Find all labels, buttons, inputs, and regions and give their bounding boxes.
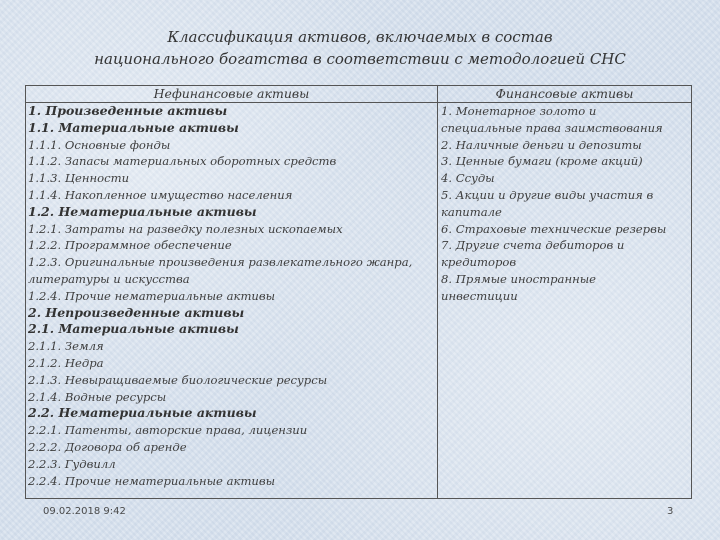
list-item: 1.2.2. Программное обеспечение <box>28 238 232 253</box>
list-item: 5. Акции и другие виды участия в <box>441 187 654 202</box>
list-item: 1.2.3. Оригинальные произведения развлекательного жанра, <box>28 255 413 270</box>
list-item: 1.1.1. Основные фонды <box>28 137 171 152</box>
section-heading: 1.1. Материальные активы <box>28 119 239 135</box>
footer-date: 09.02.2018 9:42 <box>43 506 126 517</box>
list-item: 2.1.4. Водные ресурсы <box>28 389 167 404</box>
list-item: 2. Наличные деньги и депозиты <box>441 137 642 152</box>
financial-assets-list <box>438 103 691 305</box>
list-item: 2.1.2. Недра <box>28 355 104 370</box>
nonfinancial-assets-list <box>26 103 437 489</box>
list-item: литературы и искусства <box>28 271 190 286</box>
list-item: специальные права заимствования <box>441 120 663 135</box>
list-item: 1.1.2. Запасы материальных оборотных средств <box>28 154 337 169</box>
list-item: 1.2.1. Затраты на разведку полезных ископаемых <box>28 221 343 236</box>
list-item: 2.2.1. Патенты, авторские права, лицензии <box>28 423 308 438</box>
list-item: 2.2.4. Прочие нематериальные активы <box>28 473 276 488</box>
list-item: 7. Другие счета дебиторов и <box>441 238 625 253</box>
section-heading: 1.2. Нематериальные активы <box>28 203 257 219</box>
list-item: инвестиции <box>441 288 518 303</box>
header-nonfinancial-assets: Нефинансовые активы <box>26 86 438 103</box>
section-heading: 2.1. Материальные активы <box>28 321 239 337</box>
list-item: 2.1.1. Земля <box>28 339 104 354</box>
nonfinancial-assets-cell <box>26 103 438 499</box>
header-financial-assets: Финансовые активы <box>438 86 692 103</box>
table-header-row <box>26 86 692 103</box>
slide-title-line-2: национального богатства в соответствии с методологией СНС <box>94 50 626 68</box>
financial-assets-cell <box>438 103 692 499</box>
list-item: 2.2.3. Гудвилл <box>28 456 116 471</box>
slide-number: 3 <box>667 506 674 517</box>
list-item: 2.2.2. Договора об аренде <box>28 439 187 454</box>
list-item: 2.1.3. Невыращиваемые биологические ресурсы <box>28 372 328 387</box>
list-item: капитале <box>441 204 502 219</box>
table-body-row <box>26 103 692 499</box>
section-heading: 1. Произведенные активы <box>28 103 228 118</box>
list-item: 8. Прямые иностранные <box>441 271 597 286</box>
slide-title-line-1: Классификация активов, включаемых в состав <box>167 28 553 46</box>
asset-classification-table <box>25 85 692 499</box>
list-item: 1.1.3. Ценности <box>28 171 130 186</box>
list-item: 1.1.4. Накопленное имущество населения <box>28 187 293 202</box>
list-item: 6. Страховые технические резервы <box>441 221 667 236</box>
list-item: 3. Ценные бумаги (кроме акций) <box>441 154 643 169</box>
section-heading: 2.2. Нематериальные активы <box>28 405 257 421</box>
list-item: 4. Ссуды <box>441 171 495 186</box>
slide-title <box>0 26 720 70</box>
section-heading: 2. Непроизведенные активы <box>28 304 245 320</box>
list-item: 1.2.4. Прочие нематериальные активы <box>28 288 276 303</box>
list-item: кредиторов <box>441 255 517 270</box>
list-item: 1. Монетарное золото и <box>441 104 597 118</box>
